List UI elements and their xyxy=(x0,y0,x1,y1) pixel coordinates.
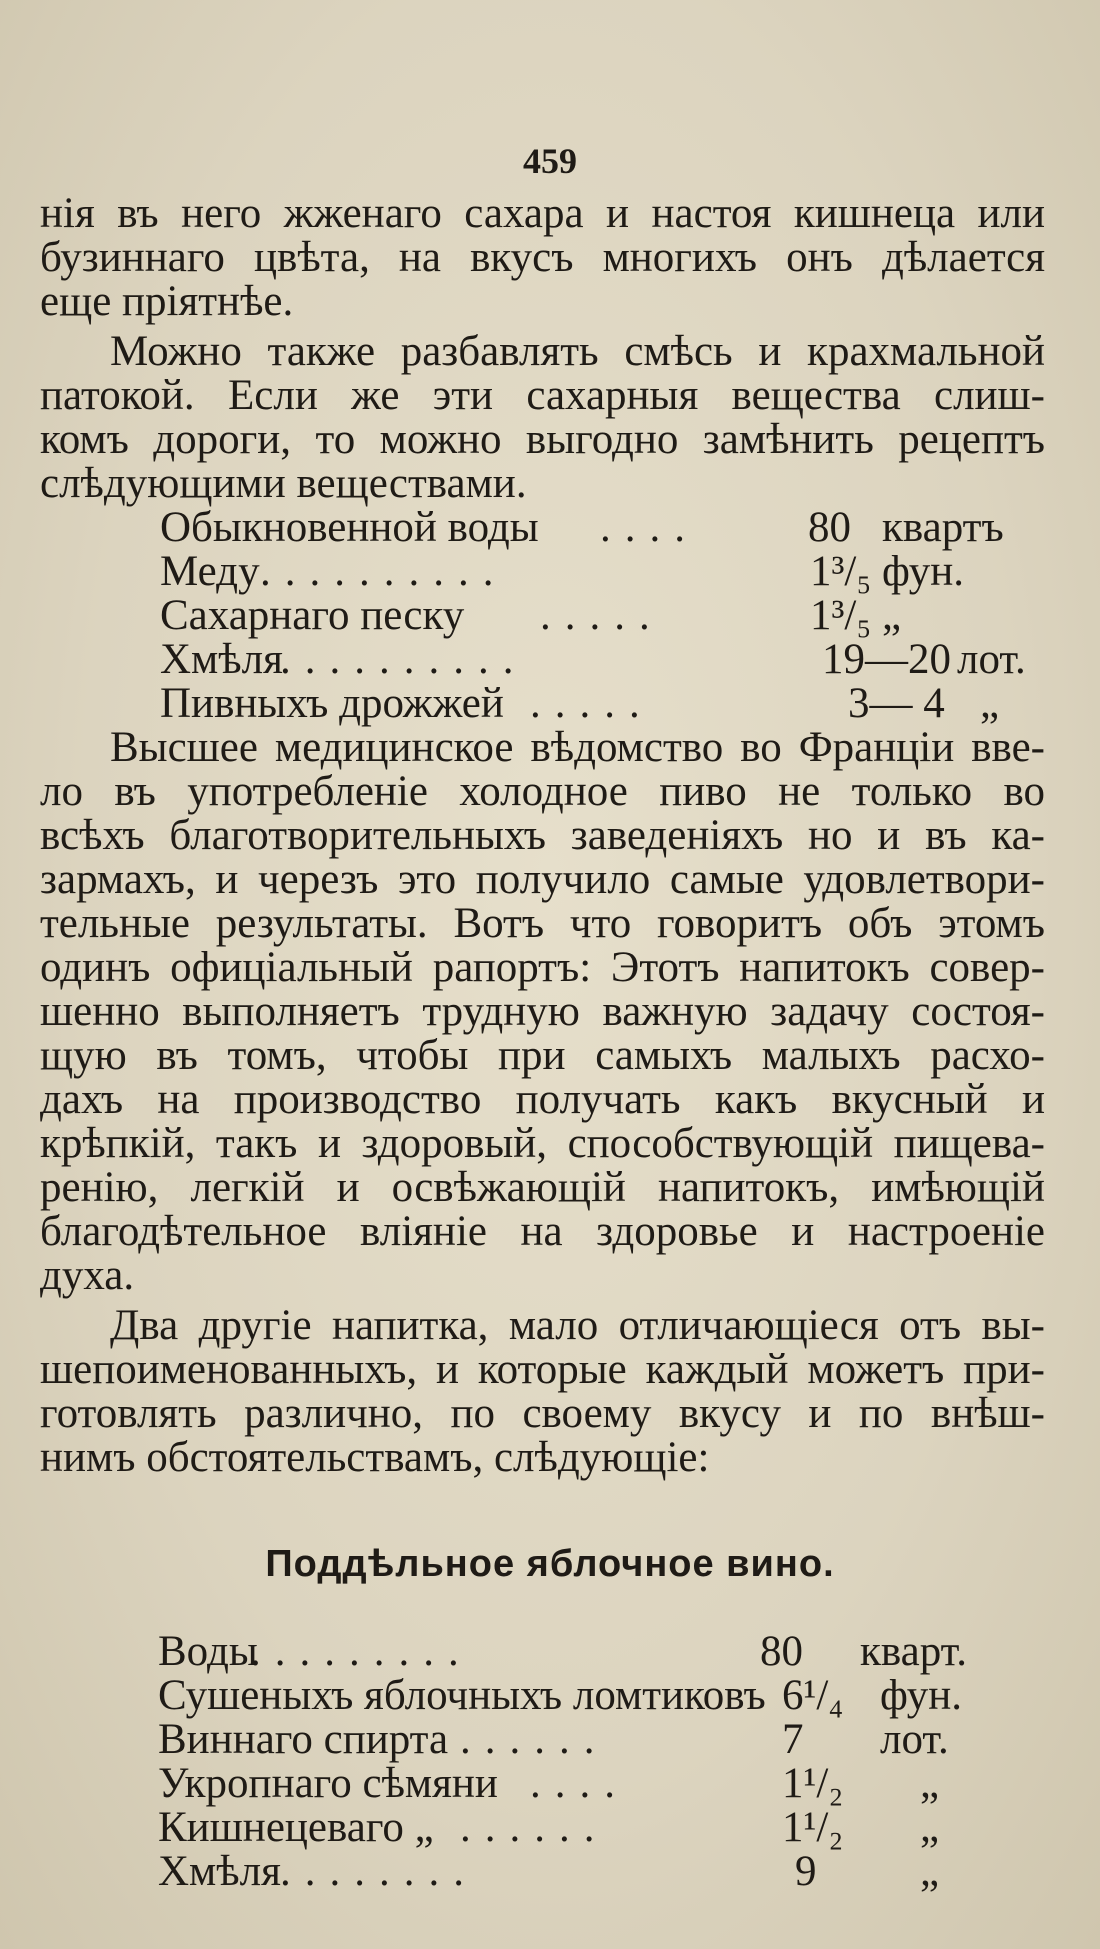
recipe-row: Меду .......... 1³/₅ фун. xyxy=(160,548,965,595)
text-line: щую въ томъ, чтобы при самыхъ малыхъ расхо- xyxy=(40,1032,1045,1079)
text-line: патокой. Если же эти сахарныя вещества слиш- xyxy=(40,372,1045,419)
text-line: готовлять различно, по своему вкусу и по внѣш- xyxy=(40,1390,1045,1437)
recipe-row: Обыкновенной воды .... 80 квартъ xyxy=(160,504,1004,551)
recipe-list xyxy=(40,1630,1050,1894)
text-line: ло въ употребленіе холодное пиво не только во xyxy=(40,768,1045,815)
recipe-row: Хмѣля .......... 19—20 лот. xyxy=(160,636,1026,683)
recipe-row: Пивныхъ дрожжей ..... 3— 4 „ xyxy=(160,680,1000,727)
text-line: еще пріятнѣе. xyxy=(40,278,294,325)
text-line: крѣпкій, такъ и здоровый, способствующій пищева- xyxy=(40,1120,1045,1167)
text-line: зармахъ, и черезъ это получило самые удовлетвори- xyxy=(40,856,1045,903)
text-line: шенно выполняетъ трудную важную задачу состоя- xyxy=(40,988,1045,1035)
body-text xyxy=(40,192,1045,1480)
section-title: Поддѣльное яблочное вино. xyxy=(265,1543,835,1585)
text-line: всѣхъ благотворительныхъ заведеніяхъ но и въ ка- xyxy=(40,812,1045,859)
text-line: Можно также разбавлять смѣсь и крахмальной xyxy=(110,328,1045,375)
recipe-row: Воды ......... 80 кварт. xyxy=(158,1628,967,1675)
text-line: бузиннаго цвѣта, на вкусъ многихъ онъ дѣлается xyxy=(40,234,1045,281)
recipe-row: Хмѣля ........ 9 „ xyxy=(158,1848,940,1895)
recipe-row: Сушеныхъ яблочныхъ ломтиковъ 6¹/₄ фун. xyxy=(158,1672,963,1719)
text-line: благодѣтельное вліяніе на здоровье и настроеніе xyxy=(40,1208,1045,1255)
recipe-row: Укропнаго сѣмяни .... 1¹/₂ „ xyxy=(158,1760,940,1807)
text-line: комъ дороги, то можно выгодно замѣнить рецептъ xyxy=(40,416,1045,463)
text-line: Высшее медицинское вѣдомство во Франціи вве- xyxy=(110,724,1045,771)
text-line: тельные результаты. Вотъ что говоритъ объ этомъ xyxy=(40,900,1045,947)
text-line: ренію, легкій и освѣжающій напитокъ, имѣющій xyxy=(40,1164,1045,1211)
text-line: слѣдующими веществами. xyxy=(40,460,527,507)
recipe-row: Сахарнаго песку ..... 1³/₅ „ xyxy=(160,592,902,639)
text-line: дахъ на производство получать какъ вкусный и xyxy=(40,1076,1045,1123)
text-line: одинъ офиціальный рапортъ: Этотъ напитокъ совер- xyxy=(40,944,1045,991)
recipe-row: Виннаго спирта ...... 7 лот. xyxy=(158,1716,949,1763)
text-line: духа. xyxy=(40,1252,135,1299)
text-line: шепоименованныхъ, и которые каждый можетъ при- xyxy=(40,1346,1045,1393)
text-line: Два другіе напитка, мало отличающіеся отъ вы- xyxy=(110,1302,1045,1349)
text-line: нія въ него жженаго сахара и настоя кишнеца или xyxy=(40,190,1045,237)
recipe-row: Кишнецеваго „ ...... 1¹/₂ „ xyxy=(158,1804,940,1851)
page-number: 459 xyxy=(523,141,577,181)
text-line: нимъ обстоятельствамъ, слѣдующіе: xyxy=(40,1434,710,1481)
